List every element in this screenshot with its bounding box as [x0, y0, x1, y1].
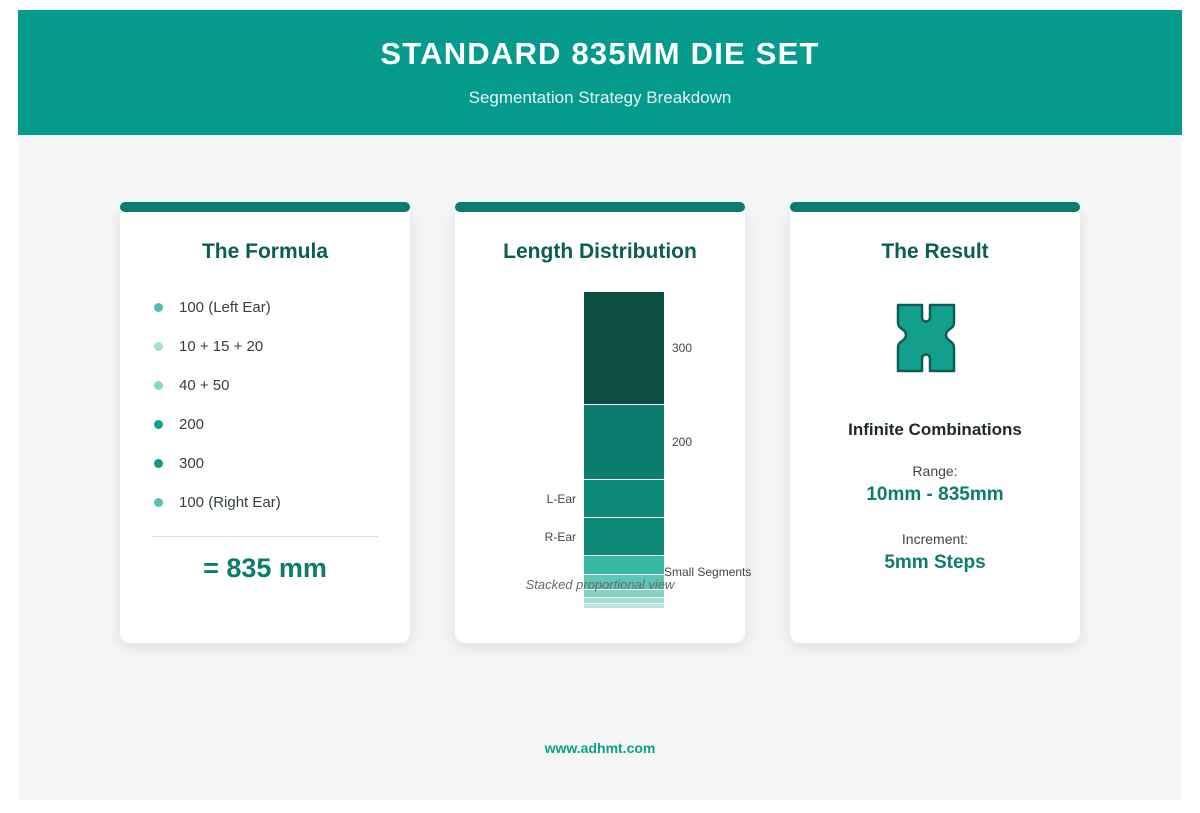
cards-row: [18, 206, 1182, 643]
card-accent-bar: [790, 202, 1080, 212]
formula-item-label: 100 (Right Ear): [179, 494, 281, 511]
formula-item-label: 200: [179, 416, 205, 433]
bullet-icon: [154, 381, 163, 390]
list-item: [154, 327, 386, 366]
header-banner: [18, 10, 1182, 135]
result-increment-label: Increment:: [901, 531, 969, 547]
stacked-bar: [544, 292, 693, 609]
bar-segment-200: [584, 405, 693, 480]
card-accent-bar: [455, 202, 745, 212]
small-segments-label: Small Segments: [664, 565, 752, 579]
footer: [18, 740, 1182, 758]
bar-segment-50: [584, 556, 664, 575]
card-length-distribution: [455, 206, 752, 643]
chart-caption: Stacked proportional view: [525, 577, 675, 592]
formula-list: [144, 288, 386, 522]
bar-segment-left-ear: [546, 480, 664, 518]
bar-segment-300: [584, 292, 693, 405]
list-item: [154, 444, 386, 483]
formula-total: = 835 mm: [203, 553, 327, 583]
bullet-icon: [154, 498, 163, 507]
footer-website-link[interactable]: www.adhmt.com: [544, 740, 656, 756]
card-result: [790, 206, 1080, 643]
formula-item-label: 10 + 15 + 20: [179, 338, 264, 355]
list-item: [154, 288, 386, 327]
result-range-label: Range:: [912, 463, 958, 479]
card-distribution-title: Length Distribution: [503, 240, 697, 263]
bullet-icon: [154, 420, 163, 429]
stacked-bar-chart: [479, 288, 752, 598]
bar-label-left-ear: L-Ear: [546, 491, 576, 506]
bullet-icon: [154, 303, 163, 312]
bar-label-200: 200: [672, 435, 693, 449]
result-increment-block: [814, 528, 1056, 576]
formula-item-label: 100 (Left Ear): [179, 299, 271, 316]
puzzle-piece-icon: [890, 301, 980, 385]
list-item: [154, 483, 386, 522]
card-accent-bar: [120, 202, 410, 212]
result-range-value: 10mm - 835mm: [866, 484, 1004, 505]
result-increment-value: 5mm Steps: [884, 552, 986, 573]
list-item: [154, 366, 386, 405]
card-formula-title: The Formula: [201, 240, 328, 263]
result-heading: Infinite Combinations: [848, 420, 1022, 439]
puzzle-icon-wrapper: [814, 288, 1056, 398]
bar-label-300: 300: [672, 341, 693, 355]
divider: [152, 536, 378, 537]
page-title: STANDARD 835MM DIE SET: [380, 36, 820, 71]
card-result-title: The Result: [881, 240, 989, 263]
formula-item-label: 40 + 50: [179, 377, 230, 394]
bar-segment-10: [584, 604, 664, 609]
bar-label-right-ear: R-Ear: [544, 529, 576, 544]
bar-segment-right-ear: [544, 518, 664, 556]
infographic-canvas: [18, 10, 1182, 800]
result-range-block: [814, 460, 1056, 508]
card-formula: [120, 206, 410, 643]
bullet-icon: [154, 459, 163, 468]
formula-item-label: 300: [179, 455, 205, 472]
page-subtitle: Segmentation Strategy Breakdown: [468, 88, 732, 107]
bullet-icon: [154, 342, 163, 351]
list-item: [154, 405, 386, 444]
